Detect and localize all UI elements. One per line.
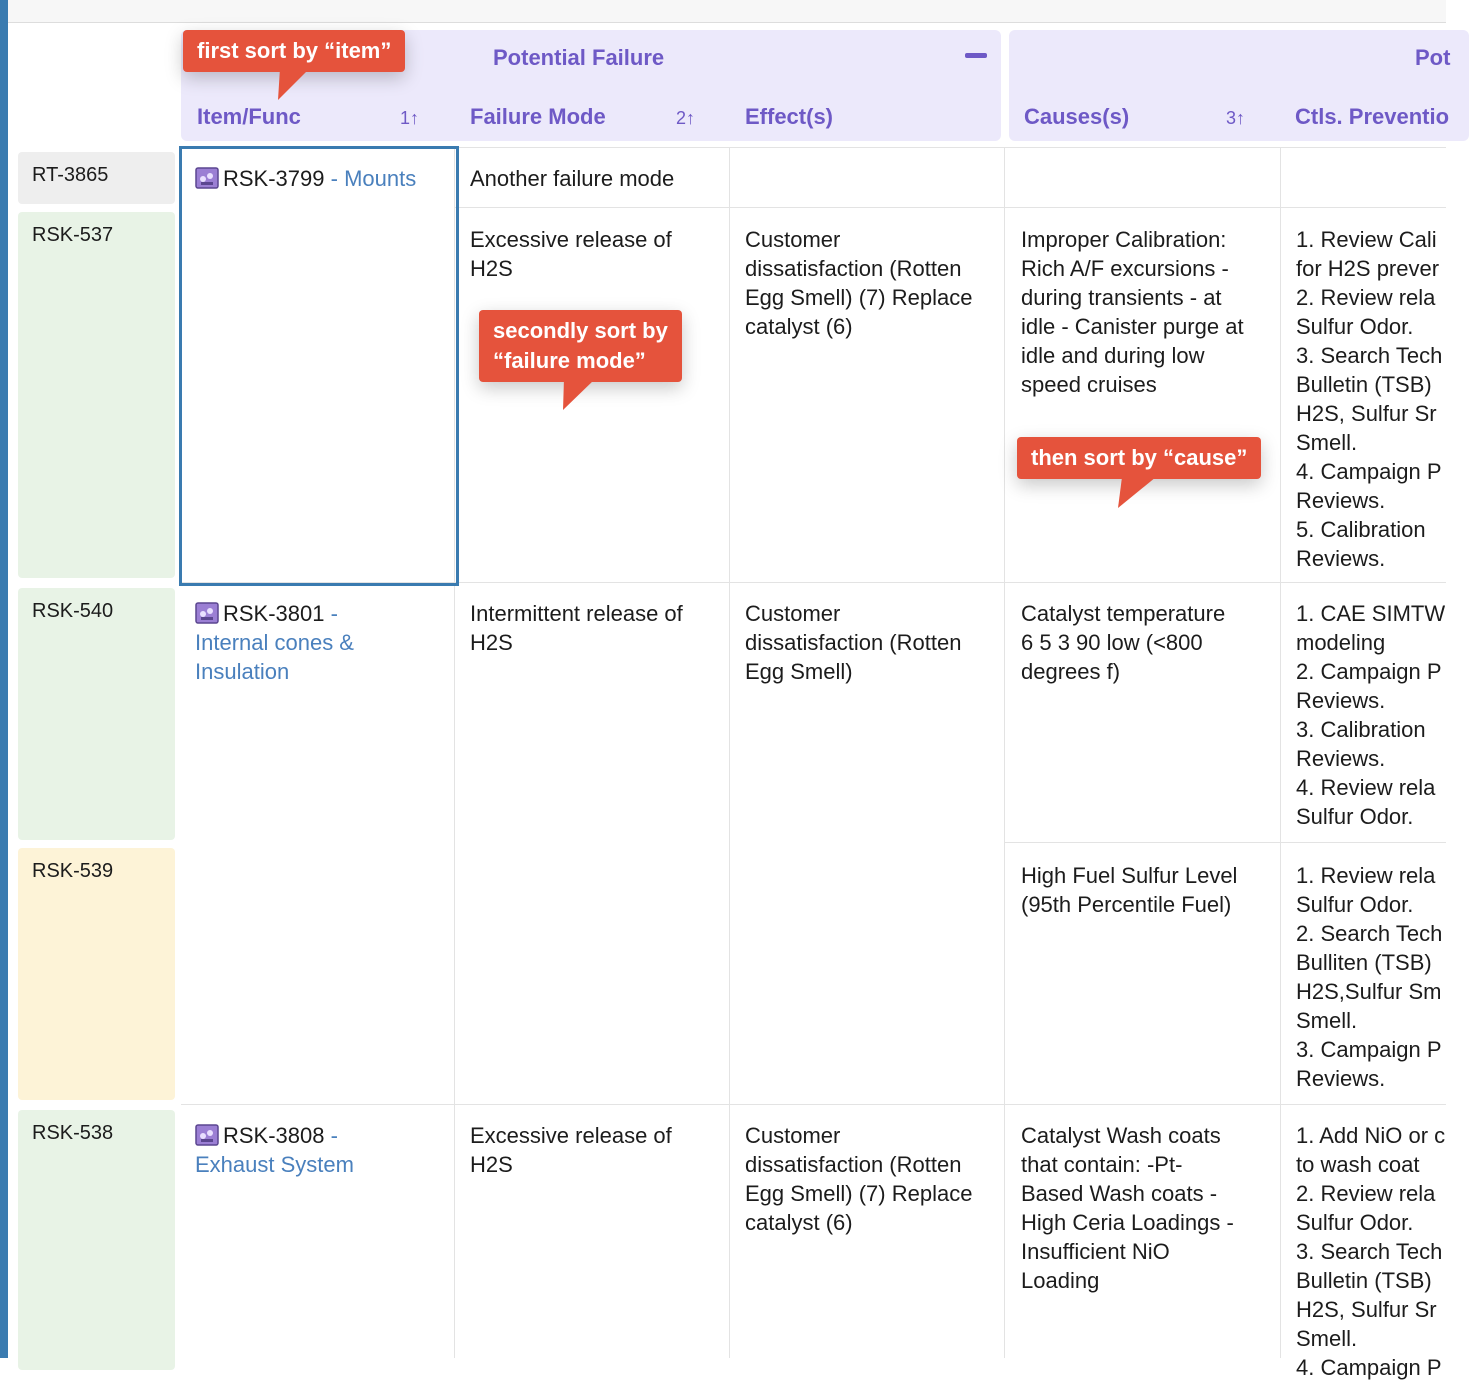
sort-indicator-causes[interactable]: 3↑ — [1226, 108, 1246, 128]
failure-mode-cell[interactable]: Excessive release of H2S — [470, 1123, 672, 1177]
item-name-link[interactable]: Internal cones & — [195, 630, 354, 655]
prevention-control-cell[interactable]: 1. Review rela Sulfur Odor. 2. Search Tech Bulliten (TSB) H2S,Sulfur Sm Smell. 3. Campaign P Reviews. — [1296, 863, 1443, 1091]
col-header-item-func[interactable]: Item/Func — [197, 104, 301, 129]
row-label-rsk-538[interactable]: RSK-538 — [18, 1110, 175, 1370]
item-name-link[interactable]: Mounts — [344, 166, 417, 191]
effect-cell[interactable]: Customer dissatisfaction (Rotten Egg Smell) — [745, 601, 962, 684]
item-id[interactable]: RSK-3799 — [223, 166, 325, 191]
risk-item-icon — [195, 1124, 219, 1146]
risk-item-icon — [195, 602, 219, 624]
top-toolbar-strip — [0, 0, 1446, 23]
item-cell-rsk-3808 — [195, 1121, 354, 1179]
row-label-rt-3865[interactable]: RT-3865 — [18, 152, 175, 204]
cause-cell[interactable]: High Fuel Sulfur Level (95th Percentile Fuel) — [1021, 863, 1238, 917]
item-separator: - — [324, 166, 345, 191]
grid-divider — [729, 147, 730, 1358]
row-label-rsk-539[interactable]: RSK-539 — [18, 848, 175, 1100]
callout-second-sort: secondly sort by “failure mode” — [479, 310, 682, 382]
col-header-causes[interactable]: Causes(s) — [1024, 104, 1130, 129]
grid-divider — [454, 207, 1446, 208]
failure-mode-cell[interactable]: Excessive release of H2S — [470, 227, 672, 281]
cause-cell[interactable]: Catalyst temperature 6 5 3 90 low (<800 degrees f) — [1021, 601, 1226, 684]
cause-cell[interactable]: Improper Calibration: Rich A/F excursions - during transients - at idle - Canister purge at idle and during low speed cruises — [1021, 227, 1244, 397]
grid-divider — [1004, 842, 1446, 843]
callout-tail — [560, 378, 600, 412]
effect-cell[interactable]: Customer dissatisfaction (Rotten Egg Smell) (7) Replace catalyst (6) — [745, 1123, 973, 1235]
item-name-link[interactable]: Exhaust System — [195, 1152, 354, 1177]
failure-mode-cell[interactable]: Intermittent release of H2S — [470, 601, 683, 655]
group-title-second: Pot — [1415, 45, 1451, 70]
collapse-group-icon[interactable] — [965, 53, 987, 58]
item-separator: - — [324, 601, 338, 626]
col-header-ctls-prevention[interactable]: Ctls. Preventio — [1295, 104, 1450, 129]
item-id[interactable]: RSK-3808 — [223, 1123, 325, 1148]
item-separator: - — [324, 1123, 338, 1148]
prevention-control-cell[interactable]: 1. CAE SIMTW modeling 2. Campaign P Reviews. 3. Calibration Reviews. 4. Review rela Sulfur Odor. — [1296, 601, 1446, 829]
col-header-effects[interactable]: Effect(s) — [745, 104, 834, 129]
failure-mode-cell[interactable]: Another failure mode — [470, 166, 675, 191]
grid-divider — [181, 1104, 1446, 1105]
effect-cell[interactable]: Customer dissatisfaction (Rotten Egg Smell) (7) Replace catalyst (6) — [745, 227, 973, 339]
item-id[interactable]: RSK-3801 — [223, 601, 325, 626]
selected-cell-outline — [179, 146, 459, 586]
sort-indicator-failure-mode[interactable]: 2↑ — [676, 108, 696, 128]
item-name-link-cont[interactable]: Insulation — [195, 659, 290, 684]
sort-indicator-item[interactable]: 1↑ — [400, 108, 420, 128]
group-title-potential-failure: Potential Failure — [493, 45, 665, 70]
item-cell-rsk-3801 — [195, 599, 354, 686]
prevention-control-cell[interactable]: 1. Review Cali for H2S prever 2. Review rela Sulfur Odor. 3. Search Tech Bulletin (TSB) H2S, Sulfur Sr Smell. 4. Campaign P Reviews. 5. Calibration Reviews. — [1296, 227, 1443, 571]
row-label-rsk-540[interactable]: RSK-540 — [18, 588, 175, 840]
grid-divider — [1280, 147, 1281, 1358]
callout-third-sort: then sort by “cause” — [1017, 437, 1261, 479]
grid-divider — [1004, 147, 1005, 1358]
prevention-control-cell[interactable]: 1. Add NiO or c to wash coat 2. Review rela Sulfur Odor. 3. Search Tech Bulletin (TSB) H2S, Sulfur Sr Smell. 4. Campaign P — [1296, 1123, 1446, 1380]
cause-cell[interactable]: Catalyst Wash coats that contain: -Pt- Based Wash coats - High Ceria Loadings - Insufficient NiO Loading — [1021, 1123, 1234, 1293]
callout-tail — [276, 68, 316, 102]
callout-tail — [1116, 477, 1160, 511]
callout-first-sort: first sort by “item” — [183, 30, 405, 72]
col-header-failure-mode[interactable]: Failure Mode — [470, 104, 606, 129]
row-label-rsk-537[interactable]: RSK-537 — [18, 212, 175, 578]
left-accent-bar — [0, 0, 8, 1358]
